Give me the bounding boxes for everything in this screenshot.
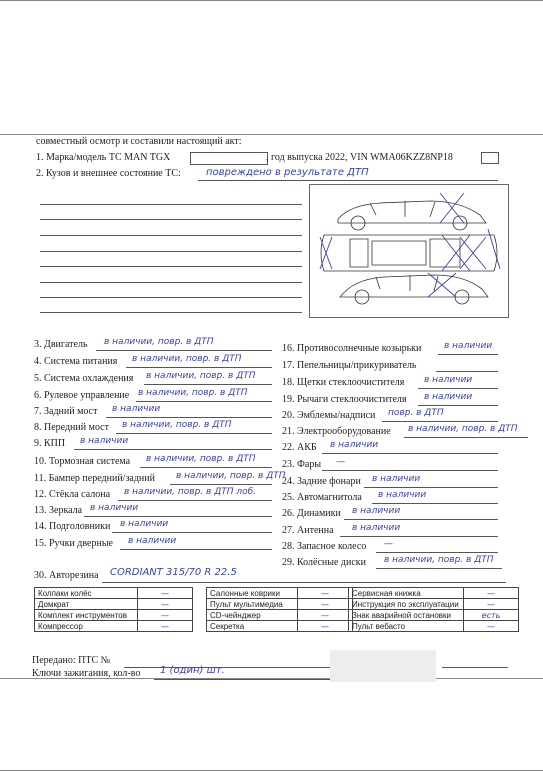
list-item-label: 25. Автомагнитола [282, 492, 362, 503]
list-item-note: в наличии [378, 490, 427, 500]
list-item-label: 9. КПП [34, 438, 66, 449]
table-row [207, 610, 353, 621]
list-item-label: 12. Стёкла салона [34, 489, 111, 500]
body-condition-label: 2. Кузов и внешнее состояние ТС: [36, 168, 181, 179]
list-item-note: в наличии [80, 436, 129, 446]
list-item-note: в наличии, повр. в ДТП [176, 471, 286, 481]
vehicle-model-label: 1. Марка/модель ТС MAN TGX [36, 152, 171, 163]
table-row [35, 621, 193, 632]
car-damage-diagram [309, 184, 509, 318]
list-item-note: в наличии [352, 523, 401, 533]
list-item-label: 27. Антенна [282, 525, 334, 536]
list-item-note: в наличии [112, 404, 161, 414]
table-cell: — [464, 588, 519, 599]
list-item-label: 16. Противосолнечные козырьки [282, 343, 422, 354]
pts-label: Передано: ПТС № [32, 655, 111, 666]
table-cell: Колпаки колёс [35, 588, 138, 599]
list-item-note: в наличии [424, 375, 473, 385]
list-item-label: 15. Ручки дверные [34, 538, 113, 549]
list-item-note: в наличии, повр. в ДТП [146, 371, 256, 381]
table-cell: Салонные коврики [207, 588, 298, 599]
table-cell: Комплект инструментов [35, 610, 138, 621]
list-item-label: 11. Бампер передний/задний [34, 473, 155, 484]
table-cell: Сервисная книжка [349, 588, 464, 599]
table-cell: — [298, 588, 353, 599]
list-item-label: 14. Подголовники [34, 521, 111, 532]
list-item-note: в наличии [120, 519, 169, 529]
table-cell: — [464, 621, 519, 632]
table-cell: — [298, 599, 353, 610]
accessories-table-1 [34, 587, 193, 632]
redacted-vin-tail [481, 152, 499, 164]
table-cell: — [298, 621, 353, 632]
list-item-note: — [336, 457, 345, 467]
list-item-label: 20. Эмблемы/надписи [282, 410, 376, 421]
list-item-label: 26. Динамики [282, 508, 341, 519]
table-row [349, 610, 519, 621]
body-condition-line [198, 180, 498, 181]
table-cell: Пульт вебасто [349, 621, 464, 632]
list-item-label: 8. Передний мост [34, 422, 109, 433]
list-item-label: 13. Зеркала [34, 505, 83, 516]
table-cell: — [138, 599, 193, 610]
list-item-note: в наличии [128, 536, 177, 546]
redacted-pts-number [330, 650, 436, 682]
table-cell: Пульт мультимедиа [207, 599, 298, 610]
table-cell: — [138, 610, 193, 621]
table-row [207, 588, 353, 599]
list-item-note: в наличии, повр. в ДТП [104, 337, 214, 347]
list-item-label: 24. Задние фонари [282, 476, 361, 487]
list-item-label: 18. Щетки стеклоочистителя [282, 377, 405, 388]
redacted-field [190, 152, 268, 165]
table-cell: Знак аварийной остановки [349, 610, 464, 621]
list-item-note: в наличии, повр. в ДТП [138, 388, 248, 398]
bottom-blank-frame [0, 678, 543, 771]
list-item-label: 7. Задний мост [34, 406, 98, 417]
table-cell: Компрессор [35, 621, 138, 632]
list-item-label: 17. Пепельницы/прикуриватель [282, 360, 417, 371]
list-item-note: повр. в ДТП [388, 408, 444, 418]
accessories-table-2 [206, 587, 353, 632]
table-row [207, 621, 353, 632]
keys-label: Ключи зажигания, кол-во [32, 668, 141, 679]
list-item-note: в наличии [444, 341, 493, 351]
list-item-note: в наличии, повр. в ДТП лоб. [124, 487, 257, 497]
tires-note: CORDIANT 315/70 R 22.5 [110, 567, 237, 578]
table-row [35, 588, 193, 599]
list-item-note: в наличии [330, 440, 379, 450]
vehicle-year-vin: , год выпуска 2022, VIN WMA06KZZ8NP18 [266, 152, 453, 163]
keys-note: 1 (один) шт. [160, 665, 225, 676]
table-row [349, 588, 519, 599]
list-item-note: в наличии [90, 503, 139, 513]
table-row [35, 599, 193, 610]
table-cell: — [464, 599, 519, 610]
list-item-label: 29. Колёсные диски [282, 557, 367, 568]
list-item-label: 22. АКБ [282, 442, 317, 453]
list-item-note: — [384, 539, 393, 549]
list-item-note: в наличии [424, 392, 473, 402]
list-item-label: 6. Рулевое управление [34, 390, 130, 401]
body-condition-note: повреждено в результате ДТП [206, 167, 369, 178]
list-item-note: в наличии, повр. в ДТП [384, 555, 494, 565]
table-cell: — [298, 610, 353, 621]
table-cell: Инструкция по эксплуатации [349, 599, 464, 610]
top-blank-frame [0, 0, 543, 135]
table-cell: — [138, 621, 193, 632]
list-item-label: 21. Электрооборудование [282, 426, 391, 437]
list-item-label: 5. Система охлаждения [34, 373, 134, 384]
car-outline-icon [310, 185, 508, 317]
list-item-note: в наличии, повр. в ДТП [122, 420, 232, 430]
list-item-label: 3. Двигатель [34, 339, 88, 350]
list-item-note: в наличии, повр. в ДТП [132, 354, 242, 364]
list-item-label: 28. Запасное колесо [282, 541, 367, 552]
table-cell: Домкрат [35, 599, 138, 610]
list-item-label: 23. Фары [282, 459, 322, 470]
list-item-note: в наличии, повр. в ДТП [408, 424, 518, 434]
list-item-label: 10. Тормозная система [34, 456, 131, 467]
list-item-label: 4. Система питания [34, 356, 118, 367]
table-row [349, 599, 519, 610]
list-item-note: в наличии [372, 474, 421, 484]
intro-line: совместный осмотр и составили настоящий акт: [36, 136, 242, 147]
table-cell: есть [464, 610, 519, 621]
table-row [207, 599, 353, 610]
accessories-table-3 [348, 587, 519, 632]
table-cell: CD-чейнджер [207, 610, 298, 621]
list-item-label: 19. Рычаги стеклоочистителя [282, 394, 407, 405]
table-row [349, 621, 519, 632]
tires-label: 30. Авторезина [34, 570, 99, 581]
list-item-note: в наличии, повр. в ДТП [146, 454, 256, 464]
list-item-note: в наличии [352, 506, 401, 516]
table-row [35, 610, 193, 621]
table-cell: — [138, 588, 193, 599]
table-cell: Секретка [207, 621, 298, 632]
